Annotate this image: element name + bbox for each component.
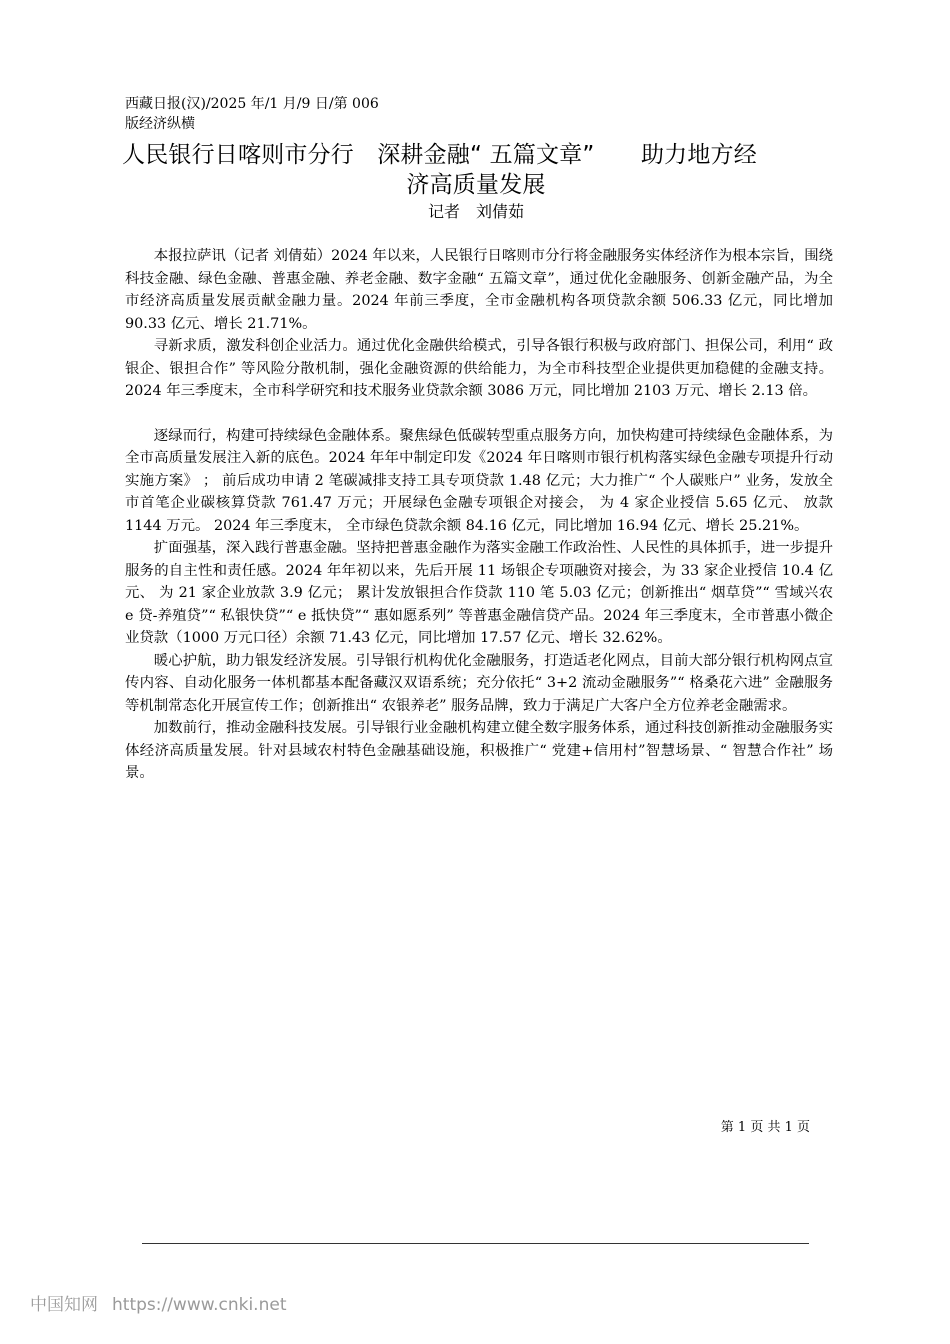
publication-source: 西藏日报(汉)/2025 年/1 月/9 日/第 006 [125, 96, 379, 112]
article-author: 记者 刘倩茹 [427, 202, 524, 221]
footer-watermark [30, 1293, 430, 1317]
article-title [122, 140, 830, 200]
article-title-line2: 济高质量发展 [406, 172, 546, 198]
footer-divider [142, 1243, 809, 1244]
footer-brand: 中国知网 [30, 1295, 98, 1315]
article-title-line1: 人民银行日喀则市分行 深耕金融“ 五篇文章” 助力地方经 [122, 142, 757, 168]
footer-url[interactable]: https://www.cnki.net [112, 1295, 287, 1315]
article-paragraph: 加数前行，推动金融科技发展。引导银行业金融机构建立健全数字服务体系，通过科技创新推动金融服务实体经济高质量发展。针对县域农村特色金融基础设施，积极推广“ 党建+信用村”智慧场景、“ 智慧合作社” 场景。 [125, 720, 833, 781]
article-body [125, 245, 833, 785]
article-paragraph: 寻新求质，激发科创企业活力。通过优化金融供给模式，引导各银行积极与政府部门、担保公司，利用“ 政银企、银担合作” 等风险分散机制，强化金融资源的供给能力，为全市科技型企业提供更加稳健的金融支持。2024 年三季度末，全市科学研究和技术服务业贷款余额 3086 万元，同比增加 2103 万元、增长 2.13 倍。 [125, 338, 833, 399]
article-paragraph: 逐绿而行，构建可持续绿色金融体系。聚焦绿色低碳转型重点服务方向，加快构建可持续绿色金融体系，为全市高质量发展注入新的底色。2024 年年中制定印发《2024 年日喀则市银行机构落实绿色金融专项提升行动实施方案》 ； 前后成功申请 2 笔碳减排支持工具专项贷款 1.48 亿元；大力推广“ 个人碳账户” 业务，发放全市首笔企业碳核算贷款 761.47 万元；开展绿色金融专项银企对接会， 为 4 家企业授信 5.65 亿元、 放款 1144 万元。 2024 年三季度末， 全市绿色贷款余额 84.16 亿元，同比增加 16.94 亿元、增长 25.21%。 [125, 427, 833, 534]
article-paragraph: 本报拉萨讯（记者 刘倩茹）2024 年以来，人民银行日喀则市分行将金融服务实体经济作为根本宗旨，围绕科技金融、绿色金融、普惠金融、养老金融、数字金融“ 五篇文章”，通过优化金融服务、创新金融产品，为全市经济高质量发展贡献金融力量。2024 年前三季度，全市金融机构各项贷款余额 506.33 亿元，同比增加 90.33 亿元、增长 21.71%。 [125, 248, 833, 332]
publication-info [125, 94, 525, 134]
article-paragraph: 扩面强基，深入践行普惠金融。坚持把普惠金融作为落实金融工作政治性、人民性的具体抓手，进一步提升服务的自主性和责任感。2024 年年初以来，先后开展 11 场银企专项融资对接会，为 33 家企业授信 10.4 亿元、 为 21 家企业放款 3.9 亿元； 累计发放银担合作贷款 110 笔 5.03 亿元；创新推出“ 烟草贷”“ 雪域兴农 e 贷-养殖贷”“ 私银快贷”“ e 抵快贷”“ 惠如愿系列” 等普惠金融信贷产品。2024 年三季度末，全市普惠小微企业贷款（1000 万元口径）余额 71.43 亿元，同比增加 17.57 亿元、增长 32.62%。 [125, 540, 833, 646]
article-paragraph: 暖心护航，助力银发经济发展。引导银行机构优化金融服务，打造适老化网点，目前大部分银行机构网点宣传内容、自动化服务一体机都基本配备藏汉双语系统；充分依托“ 3+2 流动金融服务”“ 格桑花六进” 金融服务等机制常态化开展宣传工作；创新推出“ 农银养老” 服务品牌，致力于满足广大客户全方位养老金融需求。 [125, 652, 833, 714]
page-number: 第 1 页 共 1 页 [720, 1120, 810, 1135]
publication-section: 版经济纵横 [125, 116, 195, 132]
